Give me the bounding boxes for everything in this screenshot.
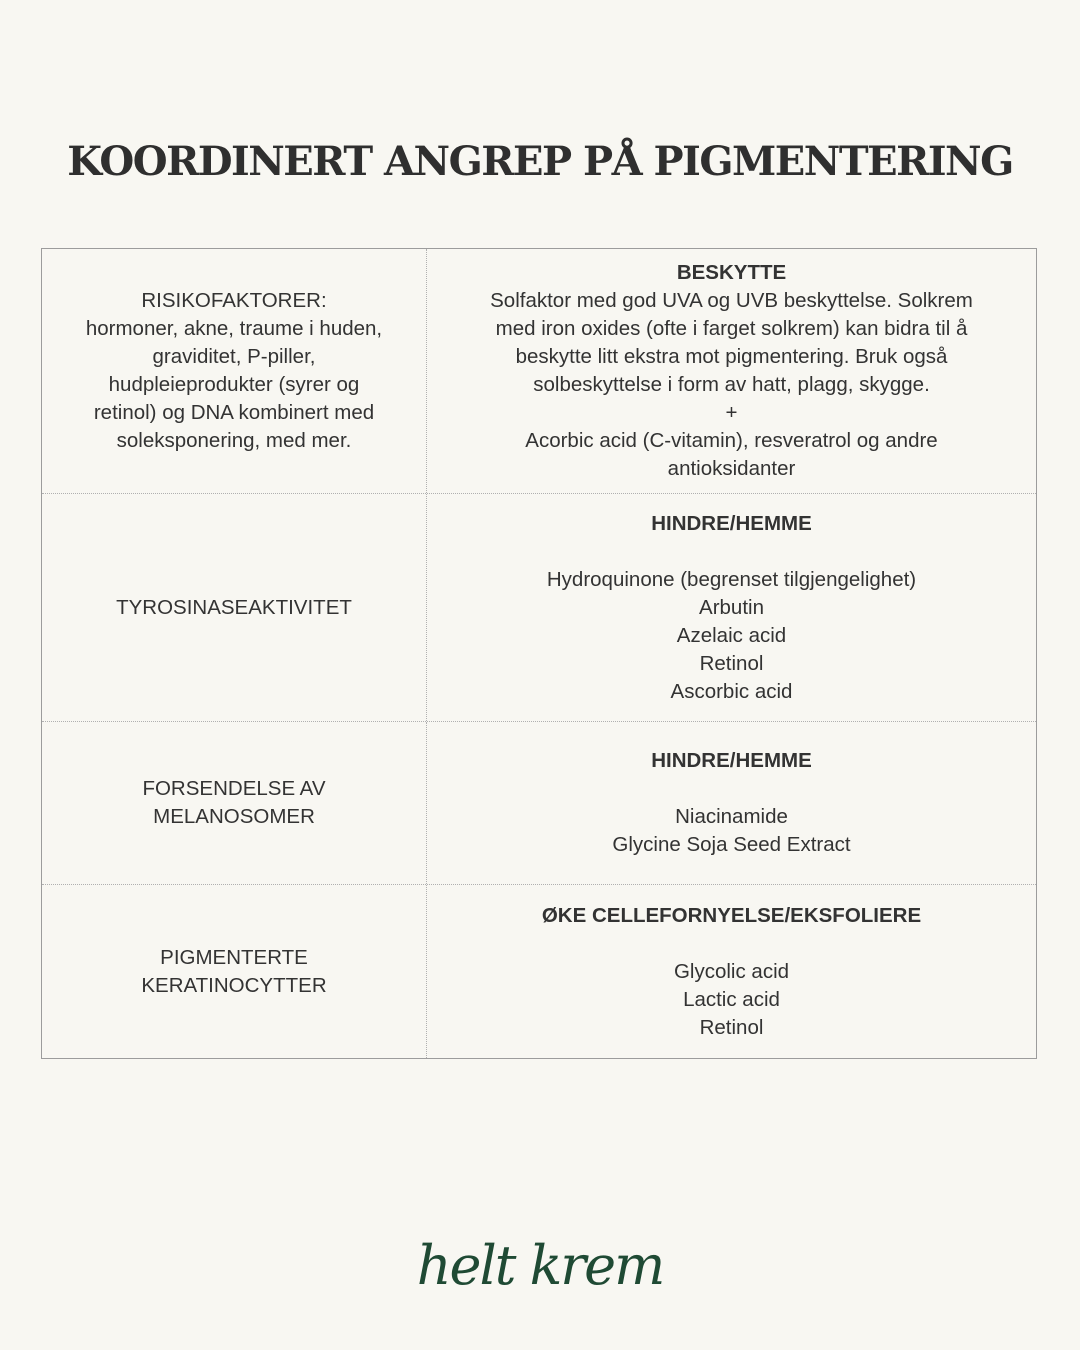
inhibit-heading: HINDRE/HEMME [651, 749, 812, 772]
inhibit-cell [426, 722, 1036, 884]
page-title: KOORDINERT ANGREP PÅ PIGMENTERING [67, 138, 1013, 185]
tyrosinase-label: TYROSINASEAKTIVITET [116, 595, 352, 619]
table-row [42, 493, 1036, 721]
protect-line: solbeskyttelse i form av hatt, plagg, skygge. [533, 373, 930, 396]
risk-factors-line: soleksponering, med mer. [116, 429, 352, 452]
protect-cell [426, 249, 1036, 493]
plus-sign: + [725, 401, 738, 424]
ingredient-item: Niacinamide [675, 805, 788, 828]
melanosome-label: FORSENDELSE AV [142, 777, 326, 800]
keratinocyte-label: KERATINOCYTTER [141, 973, 327, 997]
inhibit-cell [426, 494, 1036, 721]
svg-text:helt krem: helt krem [416, 1234, 664, 1297]
table-row [42, 884, 1036, 1058]
protect-line: Solfaktor med god UVA og UVB beskyttelse. Solkrem [490, 289, 973, 312]
ingredient-item: Hydroquinone (begrenset tilgjengelighet) [546, 567, 917, 591]
tyrosinase-cell [42, 494, 426, 721]
melanosome-cell [42, 722, 426, 884]
protect-line: antioksidanter [667, 457, 796, 480]
inhibit-heading: HINDRE/HEMME [651, 511, 812, 535]
table-row [42, 249, 1036, 493]
protect-line: beskytte litt ekstra mot pigmentering. Bruk også [515, 345, 948, 368]
ingredient-item: Azelaic acid [676, 623, 787, 647]
helt-krem-logo [405, 1228, 675, 1304]
keratinocyte-label: PIGMENTERTE [160, 945, 308, 969]
risk-factors-line: hudpleieprodukter (syrer og [108, 373, 360, 396]
ingredient-item: Glycolic acid [673, 959, 790, 983]
table-row [42, 721, 1036, 884]
risk-factors-line: graviditet, P-piller, [152, 345, 316, 368]
pigmentation-table [41, 248, 1037, 1059]
risk-factors-line: retinol) og DNA kombinert med [93, 401, 375, 424]
protect-heading: BESKYTTE [676, 261, 787, 284]
risk-factors-line: hormoner, akne, traume i huden, [85, 317, 383, 340]
risk-factors-cell [42, 249, 426, 493]
ingredient-item: Ascorbic acid [670, 679, 793, 703]
ingredient-item: Glycine Soja Seed Extract [612, 833, 851, 856]
ingredient-item: Arbutin [699, 595, 764, 619]
exfoliate-cell [426, 885, 1036, 1058]
exfoliate-heading: ØKE CELLEFORNYELSE/EKSFOLIERE [541, 903, 922, 927]
melanosome-label: MELANOSOMER [153, 805, 315, 828]
protect-line: med iron oxides (ofte i farget solkrem) kan bidra til å [495, 317, 968, 340]
protect-line: Acorbic acid (C-vitamin), resveratrol og andre [525, 429, 938, 452]
keratinocyte-cell [42, 885, 426, 1058]
risk-factors-heading: RISIKOFAKTORER: [141, 289, 327, 312]
ingredient-item: Lactic acid [683, 987, 780, 1011]
ingredient-item: Retinol [699, 1015, 764, 1039]
ingredient-item: Retinol [699, 651, 764, 675]
